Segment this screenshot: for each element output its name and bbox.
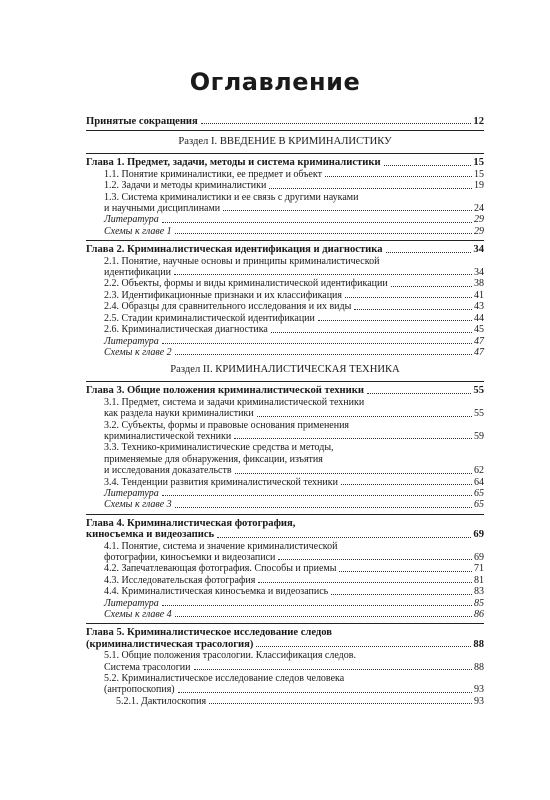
- toc-entry-title: 2.3. Идентификационные признаки и их классификация: [104, 289, 343, 301]
- toc-literature-1[interactable]: [86, 214, 484, 225]
- toc-entry-title: 4.2. Запечатлевающая фотография. Способы и приемы: [104, 563, 337, 575]
- dot-leader: [318, 319, 472, 321]
- toc-page-number: 64: [474, 476, 484, 488]
- dot-leader: [174, 273, 472, 275]
- toc-entry-title: 1.2. Задачи и методы криминалистики: [104, 180, 267, 192]
- toc-entry-4-1[interactable]: [86, 541, 484, 564]
- toc-page-number: 29: [474, 214, 484, 226]
- toc-entry-2-3[interactable]: [86, 290, 484, 301]
- toc-page-number: 69: [474, 552, 484, 563]
- toc-entry-title-line: 4.1. Понятие, система и значение криминалистической: [104, 540, 338, 552]
- toc-schemes-4[interactable]: [86, 609, 484, 620]
- toc-chapter-1[interactable]: [86, 157, 484, 168]
- toc-entry-1-2[interactable]: [86, 180, 484, 191]
- toc-entry-title-line: Глава 4. Криминалистическая фотография,: [86, 517, 296, 529]
- toc-entry-title: 2.6. Криминалистическая диагностика: [104, 324, 268, 336]
- dot-leader: [175, 232, 472, 234]
- toc-schemes-2[interactable]: [86, 347, 484, 358]
- toc-entry-title: Литература: [104, 597, 159, 609]
- toc-entry-title-line: 2.1. Понятие, научные основы и принципы криминалистической: [104, 255, 380, 267]
- table-of-contents: [86, 116, 484, 707]
- dot-leader: [269, 187, 472, 189]
- toc-page-number: 85: [474, 597, 484, 609]
- toc-page-number: 24: [474, 203, 484, 215]
- dot-leader: [386, 251, 472, 253]
- toc-page-number: 43: [474, 301, 484, 313]
- toc-entry-title-line: киносъемка и видеозапись: [86, 529, 215, 541]
- toc-chapter-2[interactable]: [86, 244, 484, 255]
- toc-page-number: 44: [474, 312, 484, 324]
- toc-entry-title: 4.4. Криминалистическая киносъемка и видеозапись: [104, 586, 329, 598]
- toc-page-number: 71: [474, 563, 484, 575]
- toc-entry-abbreviations[interactable]: [86, 116, 484, 127]
- toc-entry-title-line: идентификации: [104, 267, 171, 279]
- toc-literature-3[interactable]: [86, 488, 484, 499]
- dot-leader: [331, 593, 472, 595]
- toc-entry-1-1[interactable]: [86, 169, 484, 180]
- dot-leader: [367, 392, 471, 394]
- toc-entry-title-line: Система трасологии: [104, 661, 191, 673]
- toc-entry-title-line: и научными дисциплинами: [104, 203, 221, 215]
- chapter-divider: [86, 514, 484, 515]
- toc-page-number: 55: [473, 385, 484, 397]
- toc-schemes-3[interactable]: [86, 499, 484, 510]
- toc-page-number: 38: [474, 278, 484, 290]
- toc-entry-2-2[interactable]: [86, 278, 484, 289]
- dot-leader: [178, 691, 472, 693]
- toc-entry-3-3[interactable]: [86, 442, 484, 476]
- toc-entry-title: Принятые сокращения: [86, 116, 198, 127]
- chapter-divider: [86, 240, 484, 241]
- toc-page-number: 93: [474, 695, 484, 707]
- dot-leader: [201, 122, 472, 124]
- toc-entry-title-line: 3.3. Технико-криминалистические средства и методы,: [104, 442, 334, 454]
- toc-entry-title-line: применяемые для обнаружения, фиксации, изъятия: [104, 453, 323, 465]
- section-divider: [86, 381, 484, 382]
- toc-entry-title: Схемы к главе 2: [104, 346, 172, 358]
- chapter-divider: [86, 623, 484, 624]
- toc-page-number: 55: [474, 408, 484, 420]
- toc-entry-title: Глава 1. Предмет, задачи, методы и система криминалистики: [86, 157, 381, 169]
- toc-entry-title: 3.4. Тенденции развития криминалистической техники: [104, 476, 338, 488]
- toc-entry-title: Глава 3. Общие положения криминалистической техники: [86, 385, 364, 397]
- toc-page-number: 88: [473, 638, 484, 650]
- toc-page-number: 29: [474, 225, 484, 237]
- toc-entry-title: Схемы к главе 1: [104, 225, 172, 237]
- toc-page-number: 69: [473, 529, 484, 541]
- toc-entry-4-2[interactable]: [86, 563, 484, 574]
- toc-entry-title: 5.2.1. Дактилоскопия: [116, 695, 207, 707]
- toc-page-number: 86: [474, 609, 484, 621]
- toc-entry-title: Схемы к главе 3: [104, 499, 172, 511]
- toc-entry-1-3[interactable]: [86, 192, 484, 215]
- toc-page-number: 47: [474, 335, 484, 347]
- page-title: Оглавление: [189, 68, 361, 96]
- toc-entry-title: 2.5. Стадии криминалистической идентификации: [104, 312, 315, 324]
- dot-leader: [235, 472, 472, 474]
- dot-leader: [162, 221, 472, 223]
- dot-leader: [354, 308, 472, 310]
- toc-entry-title: Литература: [104, 487, 159, 499]
- dot-leader: [257, 415, 472, 417]
- toc-page-number: 65: [474, 499, 484, 511]
- dot-leader: [339, 570, 472, 572]
- toc-page-number: 83: [474, 586, 484, 598]
- dot-leader: [223, 209, 472, 211]
- toc-entry-5-2[interactable]: [86, 673, 484, 696]
- toc-page-number: 62: [474, 465, 484, 477]
- toc-page-number: 93: [474, 684, 484, 696]
- dot-leader: [271, 331, 472, 333]
- toc-entry-title-line: 3.2. Субъекты, формы и правовые основания применения: [104, 419, 350, 431]
- toc-page-number: 88: [474, 661, 484, 673]
- toc-schemes-1[interactable]: [86, 226, 484, 237]
- section-divider: [86, 153, 484, 154]
- toc-entry-2-4[interactable]: [86, 301, 484, 312]
- toc-entry-title: 2.2. Объекты, формы и виды криминалистической идентификации: [104, 278, 388, 290]
- dot-leader: [162, 494, 472, 496]
- toc-entry-title-line: 3.1. Предмет, система и задачи криминалистической техники: [104, 396, 365, 408]
- section-divider: [86, 130, 484, 131]
- dot-leader: [258, 581, 472, 583]
- toc-entry-4-3[interactable]: [86, 575, 484, 586]
- toc-page-number: 12: [473, 116, 484, 127]
- toc-literature-2[interactable]: [86, 336, 484, 347]
- toc-entry-title: Литература: [104, 335, 159, 347]
- toc-entry-title-line: (антропоскопия): [104, 684, 175, 696]
- toc-entry-title: Глава 2. Криминалистическая идентификация и диагностика: [86, 244, 383, 256]
- dot-leader: [234, 437, 472, 439]
- toc-page-number: 59: [474, 430, 484, 442]
- toc-entry-2-6[interactable]: [86, 324, 484, 335]
- toc-entry-3-1[interactable]: [86, 397, 484, 420]
- dot-leader: [391, 285, 472, 287]
- dot-leader: [256, 645, 471, 647]
- toc-page-number: 81: [474, 574, 484, 586]
- toc-entry-title: 4.3. Исследовательская фотография: [104, 574, 256, 586]
- dot-leader: [209, 702, 472, 704]
- toc-page-number: 65: [474, 487, 484, 499]
- dot-leader: [194, 668, 473, 670]
- dot-leader: [175, 353, 472, 355]
- dot-leader: [175, 506, 472, 508]
- dot-leader: [162, 342, 472, 344]
- dot-leader: [384, 164, 472, 166]
- toc-page-number: 45: [474, 324, 484, 336]
- section-heading-1: Раздел I. ВВЕДЕНИЕ В КРИМИНАЛИСТИКУ: [178, 136, 392, 148]
- toc-entry-title: Схемы к главе 4: [104, 609, 172, 621]
- toc-chapter-4[interactable]: [86, 518, 484, 541]
- toc-entry-title-line: фотографии, киносъемки и видеозаписи: [104, 552, 276, 563]
- toc-entry-3-4[interactable]: [86, 477, 484, 488]
- dot-leader: [162, 604, 472, 606]
- dot-leader: [325, 175, 472, 177]
- toc-entry-4-4[interactable]: [86, 586, 484, 597]
- toc-entry-title: 2.4. Образцы для сравнительного исследования и их виды: [104, 301, 352, 313]
- toc-entry-2-1[interactable]: [86, 256, 484, 279]
- toc-literature-4[interactable]: [86, 598, 484, 609]
- toc-page-number: 15: [473, 157, 484, 169]
- toc-page-number: 19: [474, 180, 484, 192]
- dot-leader: [217, 536, 471, 538]
- toc-entry-5-2-1[interactable]: [86, 696, 484, 707]
- toc-entry-title-line: 1.3. Система криминалистики и ее связь с другими науками: [104, 191, 359, 203]
- toc-page-number: 34: [473, 244, 484, 256]
- toc-entry-title: Литература: [104, 214, 159, 226]
- dot-leader: [278, 558, 472, 560]
- toc-page-number: 15: [474, 168, 484, 180]
- toc-entry-title: 1.1. Понятие криминалистики, ее предмет и объект: [104, 168, 322, 180]
- toc-entry-title-line: 5.2. Криминалистическое исследование следов человека: [104, 673, 345, 685]
- toc-entry-title-line: 5.1. Общие положения трасологии. Классификация следов.: [104, 650, 356, 662]
- dot-leader: [175, 615, 472, 617]
- toc-entry-3-2[interactable]: [86, 420, 484, 443]
- dot-leader: [341, 483, 472, 485]
- toc-chapter-5[interactable]: [86, 627, 484, 650]
- toc-entry-2-5[interactable]: [86, 313, 484, 324]
- toc-page-number: 34: [474, 267, 484, 279]
- toc-entry-title-line: как раздела науки криминалистики: [104, 408, 254, 420]
- toc-page-number: 41: [474, 289, 484, 301]
- toc-page-number: 47: [474, 346, 484, 358]
- dot-leader: [345, 296, 472, 298]
- toc-entry-5-1[interactable]: [86, 650, 484, 673]
- toc-entry-title-line: Глава 5. Криминалистическое исследование следов: [86, 627, 333, 639]
- section-heading-2: Раздел II. КРИМИНАЛИСТИЧЕСКАЯ ТЕХНИКА: [170, 364, 400, 376]
- toc-entry-title-line: (криминалистическая трасология): [86, 638, 254, 650]
- toc-chapter-3[interactable]: [86, 385, 484, 396]
- toc-entry-title-line: криминалистической техники: [104, 430, 232, 442]
- toc-entry-title-line: и исследования доказательств: [104, 465, 232, 477]
